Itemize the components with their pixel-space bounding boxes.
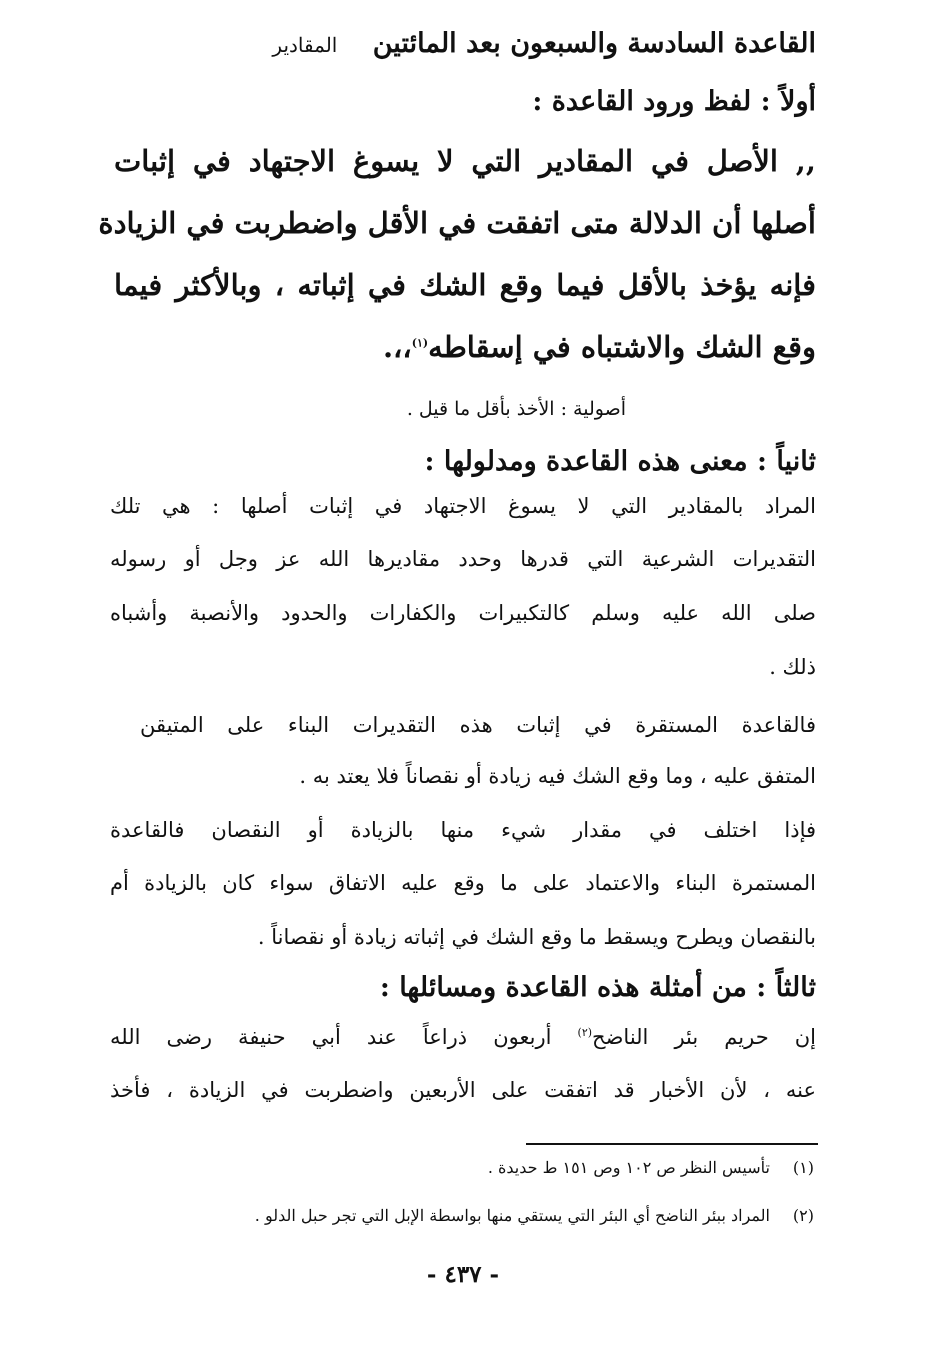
rule-quote-line: أصلها أن الدلالة متى اتفقت في الأقل واضطربت في الزيادة bbox=[98, 206, 816, 240]
footnote-text: تأسيس النظر ص ١٠٢ وص ١٥١ ط حديدة . bbox=[487, 1158, 770, 1177]
footnote-divider bbox=[526, 1143, 818, 1145]
footnote-text: المراد ببئر الناضح أي البئر التي يستقي منها بواسطة الإبل التي تجر حبل الدلو . bbox=[254, 1206, 770, 1225]
example-text: أربعون ذراعاً عند أبي حنيفة رضى الله bbox=[110, 1025, 578, 1049]
paragraph-line: التقديرات الشرعية التي قدرها وحدد مقاديرها الله عز وجل أو رسوله bbox=[110, 547, 816, 571]
section-heading-examples: ثالثاً : من أمثلة هذه القاعدة ومسائلها : bbox=[379, 972, 816, 1003]
paragraph-line: المستمرة البناء والاعتماد على ما وقع عليه الاتفاق سواء كان بالزيادة أم bbox=[110, 871, 816, 895]
paragraph-line: ذلك . bbox=[769, 655, 816, 679]
running-head bbox=[272, 28, 816, 59]
paragraph-line bbox=[110, 1025, 816, 1049]
section-heading-meaning: ثانياً : معنى هذه القاعدة ومدلولها : bbox=[424, 446, 816, 477]
paragraph-line: فالقاعدة المستقرة في إثبات هذه التقديرات البناء على المتيقن bbox=[140, 713, 816, 737]
rule-title: القاعدة السادسة والسبعون بعد المائتين bbox=[372, 28, 816, 59]
paragraph-line: عنه ، لأن الأخبار قد اتفقت على الأربعين واضطربت في الزيادة ، فأخذ bbox=[110, 1078, 816, 1102]
related-principle-note: أصولية : الأخذ بأقل ما قيل . bbox=[406, 398, 626, 420]
footnote-ref: (١) bbox=[411, 336, 429, 350]
rule-quote-text: وقع الشك والاشتباه في إسقاطه bbox=[428, 330, 816, 364]
section-heading-wording: أولاً : لفظ ورود القاعدة : bbox=[532, 86, 816, 117]
rule-quote-line-last bbox=[114, 330, 816, 364]
rule-quote-close: ،،. bbox=[382, 330, 412, 364]
example-text: إن حريم بئر الناضح bbox=[592, 1025, 817, 1049]
paragraph-line: فإذا اختلف في مقدار شيء منها بالزيادة أو النقصان فالقاعدة bbox=[110, 818, 816, 842]
rule-quote-line: فإنه يؤخذ بالأقل فيما وقع الشك في إثباته ، وبالأكثر فيما bbox=[114, 268, 816, 302]
paragraph-line: المتفق عليه ، وما وقع الشك فيه زيادة أو نقصاناً فلا يعتد به . bbox=[299, 764, 816, 788]
footnote-number: (٢) bbox=[792, 1206, 814, 1225]
paragraph-line: بالنقصان ويطرح ويسقط ما وقع الشك في إثباته زيادة أو نقصاناً . bbox=[257, 925, 816, 949]
rule-subject: المقادير bbox=[272, 33, 338, 57]
page-number: - ٤٣٧ - bbox=[426, 1261, 500, 1288]
paragraph-line: صلى الله عليه وسلم كالتكبيرات والكفارات والحدود والأنصبة وأشباه bbox=[110, 601, 816, 625]
footnote-item bbox=[488, 1158, 814, 1177]
rule-quote-line: ,, الأصل في المقادير التي لا يسوغ الاجتهاد في إثبات bbox=[114, 144, 816, 178]
footnote-number: (١) bbox=[792, 1158, 814, 1177]
paragraph-line: المراد بالمقادير التي لا يسوغ الاجتهاد في إثبات أصلها : هي تلك bbox=[110, 494, 816, 518]
footnote-item bbox=[255, 1206, 814, 1225]
footnote-ref: (٢) bbox=[577, 1026, 593, 1039]
